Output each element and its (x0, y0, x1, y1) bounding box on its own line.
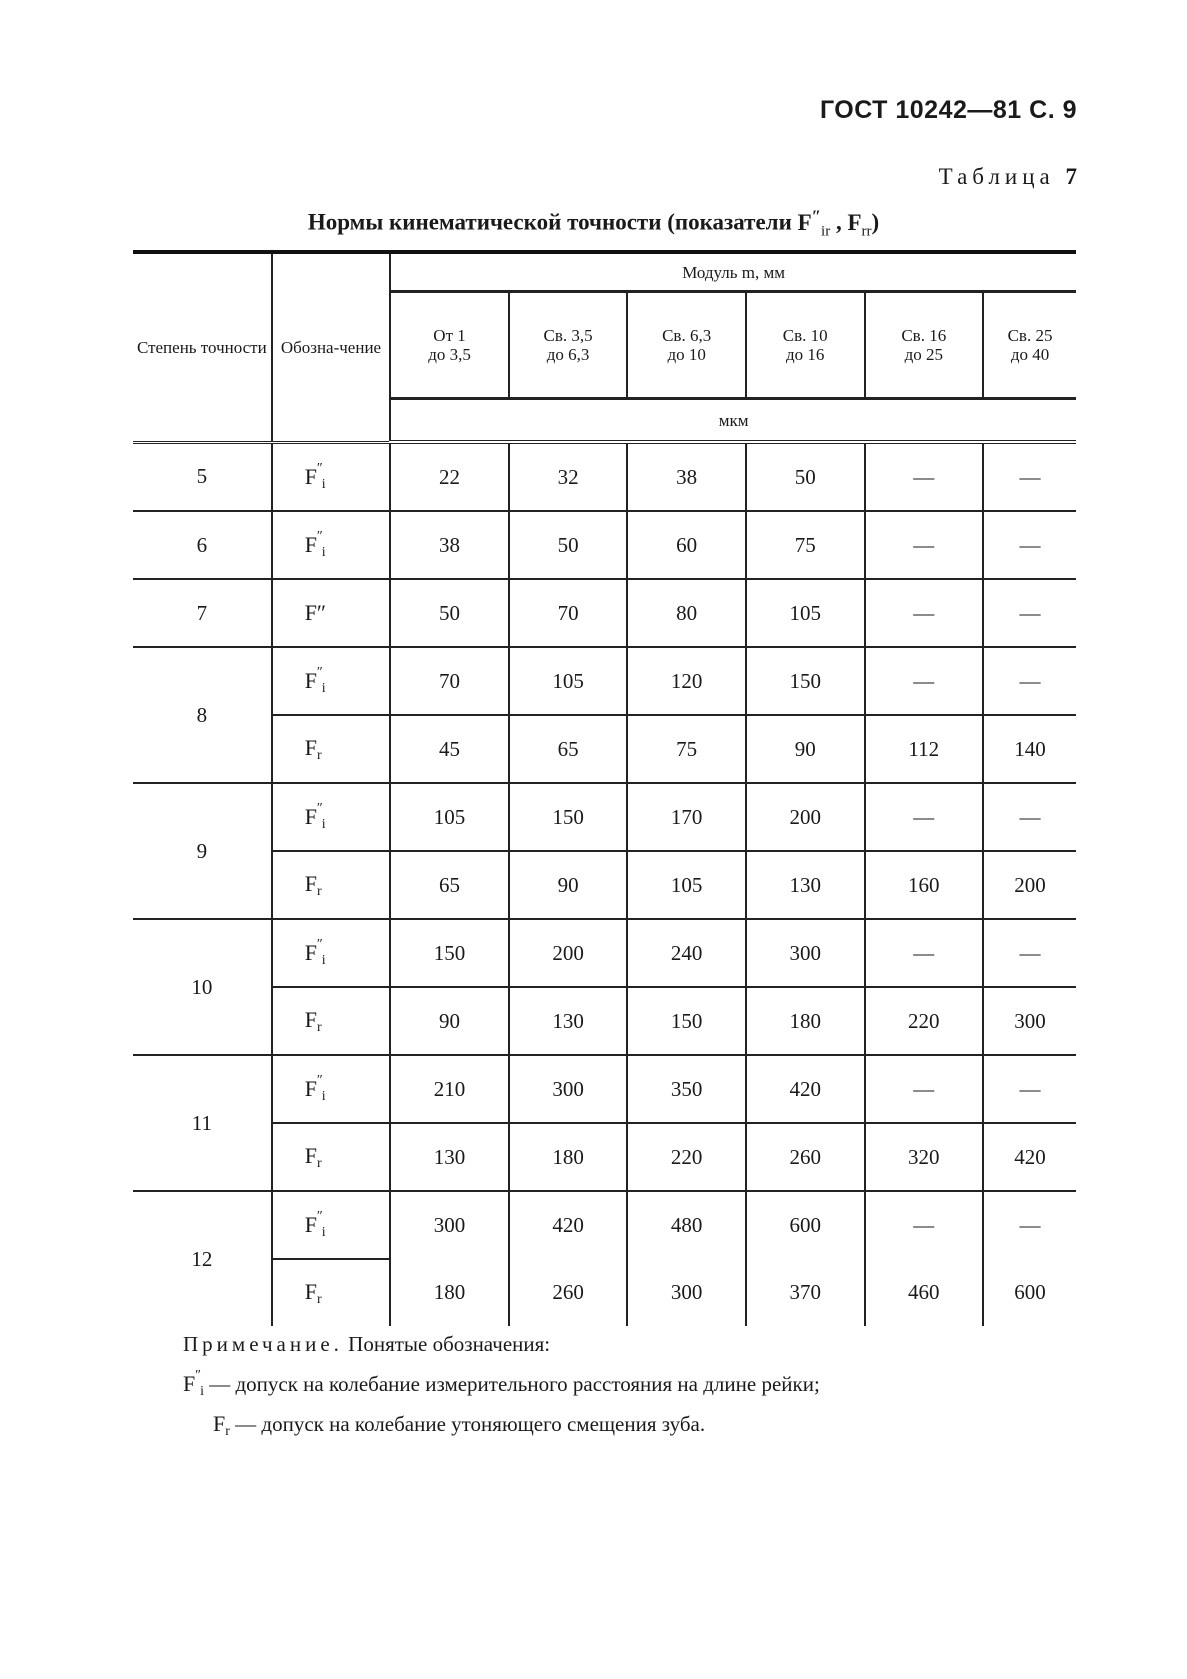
value-cell: 50 (390, 579, 509, 647)
value-cell: 105 (509, 647, 628, 715)
kinematic-accuracy-table (133, 250, 1076, 1326)
table-row (133, 511, 1076, 579)
value-cell: 220 (627, 1123, 746, 1191)
sym-sub: r (316, 1291, 322, 1307)
value-cell: 420 (983, 1123, 1076, 1191)
value-cell: 260 (509, 1259, 628, 1326)
sym-base: F (213, 1411, 226, 1436)
value-cell: 60 (627, 511, 746, 579)
value-cell: 180 (390, 1259, 509, 1326)
title-close: ) (871, 209, 880, 235)
title-sym1-base: F (797, 209, 812, 235)
value-cell: 160 (865, 851, 984, 919)
designation-cell (272, 1123, 391, 1191)
value-cell: 130 (509, 987, 628, 1055)
value-cell: — (983, 647, 1076, 715)
sym-sub: r (316, 747, 322, 763)
sym-sub: i (321, 545, 326, 560)
value-cell: — (865, 919, 984, 987)
sym-base: F (304, 1212, 317, 1237)
table-note (183, 1328, 1083, 1448)
table-row (133, 442, 1076, 511)
designation-cell (272, 987, 391, 1055)
sym-base: F (304, 1278, 317, 1304)
value-cell: — (983, 579, 1076, 647)
note-fr-text: — допуск на колебание утоняющего смещения зуба. (229, 1412, 706, 1436)
sym-base: F (304, 668, 317, 693)
value-cell: — (865, 647, 984, 715)
range-1-line1: От 1 (433, 326, 466, 345)
value-cell: 300 (627, 1259, 746, 1326)
designation-cell (272, 442, 391, 511)
sym-sub: i (200, 1384, 204, 1399)
range-4-line1: Св. 10 (782, 326, 828, 345)
value-cell: 300 (746, 919, 865, 987)
sym-sub: i (321, 1225, 326, 1240)
designation-cell (272, 1259, 391, 1326)
sym-sub: i (321, 953, 326, 968)
title-sym2-sub: rr (861, 223, 872, 240)
sym-sub: r (316, 1019, 322, 1035)
value-cell: 130 (390, 1123, 509, 1191)
value-cell: — (983, 919, 1076, 987)
table-row (133, 715, 1076, 783)
value-cell: 45 (390, 715, 509, 783)
value-cell: 180 (746, 987, 865, 1055)
designation-cell (272, 511, 391, 579)
title-symbol-frr (847, 209, 872, 240)
range-1-line2: до 3,5 (428, 345, 471, 364)
value-cell: 38 (627, 442, 746, 511)
degree-cell: 7 (133, 579, 272, 647)
title-sym1-sup: ″ (811, 206, 822, 225)
value-cell: 105 (627, 851, 746, 919)
header-range-3 (627, 292, 746, 399)
title-symbol-fir (797, 206, 831, 240)
table-row (133, 1191, 1076, 1259)
header-range-5 (865, 292, 984, 399)
value-cell: 150 (627, 987, 746, 1055)
range-3-line2: до 10 (667, 345, 706, 364)
title-text: Нормы кинематической точности (показатели (307, 209, 798, 235)
range-5-line2: до 25 (904, 345, 943, 364)
value-cell: 240 (627, 919, 746, 987)
value-cell: — (865, 1055, 984, 1123)
sym-base: F (304, 463, 317, 489)
table-row (133, 851, 1076, 919)
value-cell: — (983, 511, 1076, 579)
value-cell: 70 (390, 647, 509, 715)
table-number: 7 (1065, 164, 1077, 189)
value-cell: 200 (983, 851, 1076, 919)
note-fi-text: — допуск на колебание измерительного расстояния на длине рейки; (203, 1372, 820, 1396)
value-cell: 90 (509, 851, 628, 919)
header-range-4 (746, 292, 865, 399)
value-cell: 300 (509, 1055, 628, 1123)
header-range-6 (983, 292, 1076, 399)
sym-sup: ″ (315, 1209, 322, 1224)
value-cell: 150 (746, 647, 865, 715)
sym-base: F (304, 532, 317, 557)
header-range-1 (390, 292, 509, 399)
note-fr-line (183, 1408, 1083, 1448)
sym-base: F (304, 734, 317, 760)
designation-cell (272, 919, 391, 987)
value-cell: 105 (746, 579, 865, 647)
value-cell: 120 (627, 647, 746, 715)
value-cell: 130 (746, 851, 865, 919)
table-row (133, 1055, 1076, 1123)
value-cell: 50 (746, 442, 865, 511)
header-degree: Степень точности (133, 252, 272, 442)
value-cell: 420 (509, 1191, 628, 1259)
sym-sub: r (316, 883, 322, 899)
degree-cell: 8 (133, 647, 272, 783)
value-cell: 50 (509, 511, 628, 579)
range-5-line1: Св. 16 (901, 326, 947, 345)
table-label (939, 164, 1077, 190)
value-cell: 420 (746, 1055, 865, 1123)
value-cell: 480 (627, 1191, 746, 1259)
value-cell: 75 (627, 715, 746, 783)
value-cell: — (865, 442, 984, 511)
degree-cell: 9 (133, 783, 272, 919)
sym-plain: F″ (304, 600, 327, 625)
designation-cell (272, 647, 391, 715)
sym-base: F (304, 1076, 317, 1101)
value-cell: 170 (627, 783, 746, 851)
value-cell: 220 (865, 987, 984, 1055)
note-label: Примечание. (183, 1332, 343, 1356)
sym-sub: i (321, 1089, 326, 1104)
range-2-line2: до 6,3 (546, 345, 590, 364)
value-cell: 65 (509, 715, 628, 783)
value-cell: 75 (746, 511, 865, 579)
title-sym1-sub: ir (821, 223, 831, 240)
sym-sup: ″ (315, 665, 322, 680)
note-intro: Понятые обозначения: (342, 1332, 551, 1356)
degree-cell: 5 (133, 442, 272, 511)
value-cell: 32 (509, 442, 628, 511)
value-cell: — (983, 1191, 1076, 1259)
value-cell: 200 (746, 783, 865, 851)
value-cell: 38 (390, 511, 509, 579)
value-cell: 300 (983, 987, 1076, 1055)
value-cell: — (983, 442, 1076, 511)
sym-base: F (183, 1371, 196, 1396)
value-cell: 300 (390, 1191, 509, 1259)
value-cell: 150 (509, 783, 628, 851)
sym-sup: ″ (315, 460, 322, 476)
sym-sub: r (225, 1424, 230, 1439)
value-cell: 80 (627, 579, 746, 647)
value-cell: 350 (627, 1055, 746, 1123)
table-row (133, 1123, 1076, 1191)
value-cell: 200 (509, 919, 628, 987)
degree-cell: 11 (133, 1055, 272, 1191)
sym-sub: i (321, 817, 326, 832)
designation-cell (272, 783, 391, 851)
sym-base: F (304, 1006, 317, 1032)
note-fi-line (183, 1360, 1083, 1408)
range-3-line1: Св. 6,3 (662, 326, 712, 345)
value-cell: 22 (390, 442, 509, 511)
value-cell: 65 (390, 851, 509, 919)
sym-base: F (304, 870, 317, 896)
sym-sup: ″ (315, 1073, 322, 1088)
table-row (133, 579, 1076, 647)
sym-sub: i (321, 681, 326, 696)
value-cell: 370 (746, 1259, 865, 1326)
value-cell: 320 (865, 1123, 984, 1191)
sym-sup: ″ (315, 937, 322, 952)
value-cell: 140 (983, 715, 1076, 783)
sym-base: F (304, 940, 317, 965)
value-cell: — (865, 579, 984, 647)
table-row (133, 1259, 1076, 1326)
sym-base: F (304, 804, 317, 829)
sym-sup: ″ (194, 1368, 201, 1383)
value-cell: — (865, 1191, 984, 1259)
value-cell: 150 (390, 919, 509, 987)
designation-cell (272, 1191, 391, 1259)
value-cell: — (865, 511, 984, 579)
sym-base: F (304, 1142, 317, 1168)
table-title (0, 206, 1187, 240)
range-6-line2: до 40 (1010, 345, 1050, 364)
table-row (133, 647, 1076, 715)
header-range-2 (509, 292, 628, 399)
value-cell: 210 (390, 1055, 509, 1123)
header-designation: Обозна-чение (272, 252, 391, 442)
value-cell: — (983, 783, 1076, 851)
designation-cell (272, 851, 391, 919)
standard-header: ГОСТ 10242—81 С. 9 (819, 96, 1077, 124)
value-cell: 180 (509, 1123, 628, 1191)
degree-cell: 6 (133, 511, 272, 579)
designation-cell (272, 715, 391, 783)
value-cell: 460 (865, 1259, 984, 1326)
sym-sup: ″ (315, 529, 322, 544)
value-cell: 600 (983, 1259, 1076, 1326)
value-cell: — (865, 783, 984, 851)
header-modul: Модуль m, мм (390, 252, 1076, 292)
sym-sub: i (321, 476, 326, 492)
table-row (133, 919, 1076, 987)
value-cell: 90 (390, 987, 509, 1055)
range-2-line1: Св. 3,5 (543, 326, 593, 345)
value-cell: 260 (746, 1123, 865, 1191)
value-cell: 112 (865, 715, 984, 783)
sym-sub: r (316, 1155, 322, 1171)
table-row (133, 987, 1076, 1055)
value-cell: 70 (509, 579, 628, 647)
value-cell: 90 (746, 715, 865, 783)
value-cell: 105 (390, 783, 509, 851)
title-separator: , (830, 209, 848, 235)
range-6-line1: Св. 25 (1007, 326, 1053, 345)
range-4-line2: до 16 (786, 345, 825, 364)
designation-cell (272, 579, 391, 647)
degree-cell: 10 (133, 919, 272, 1055)
degree-cell: 12 (191, 1246, 213, 1271)
title-sym2-base: F (847, 209, 862, 235)
value-cell: 600 (746, 1191, 865, 1259)
table-row (133, 783, 1076, 851)
designation-cell (272, 1055, 391, 1123)
table-label-prefix: Таблица (938, 164, 1055, 189)
header-unit: мкм (390, 399, 1076, 443)
sym-sup: ″ (315, 801, 322, 816)
value-cell: — (983, 1055, 1076, 1123)
